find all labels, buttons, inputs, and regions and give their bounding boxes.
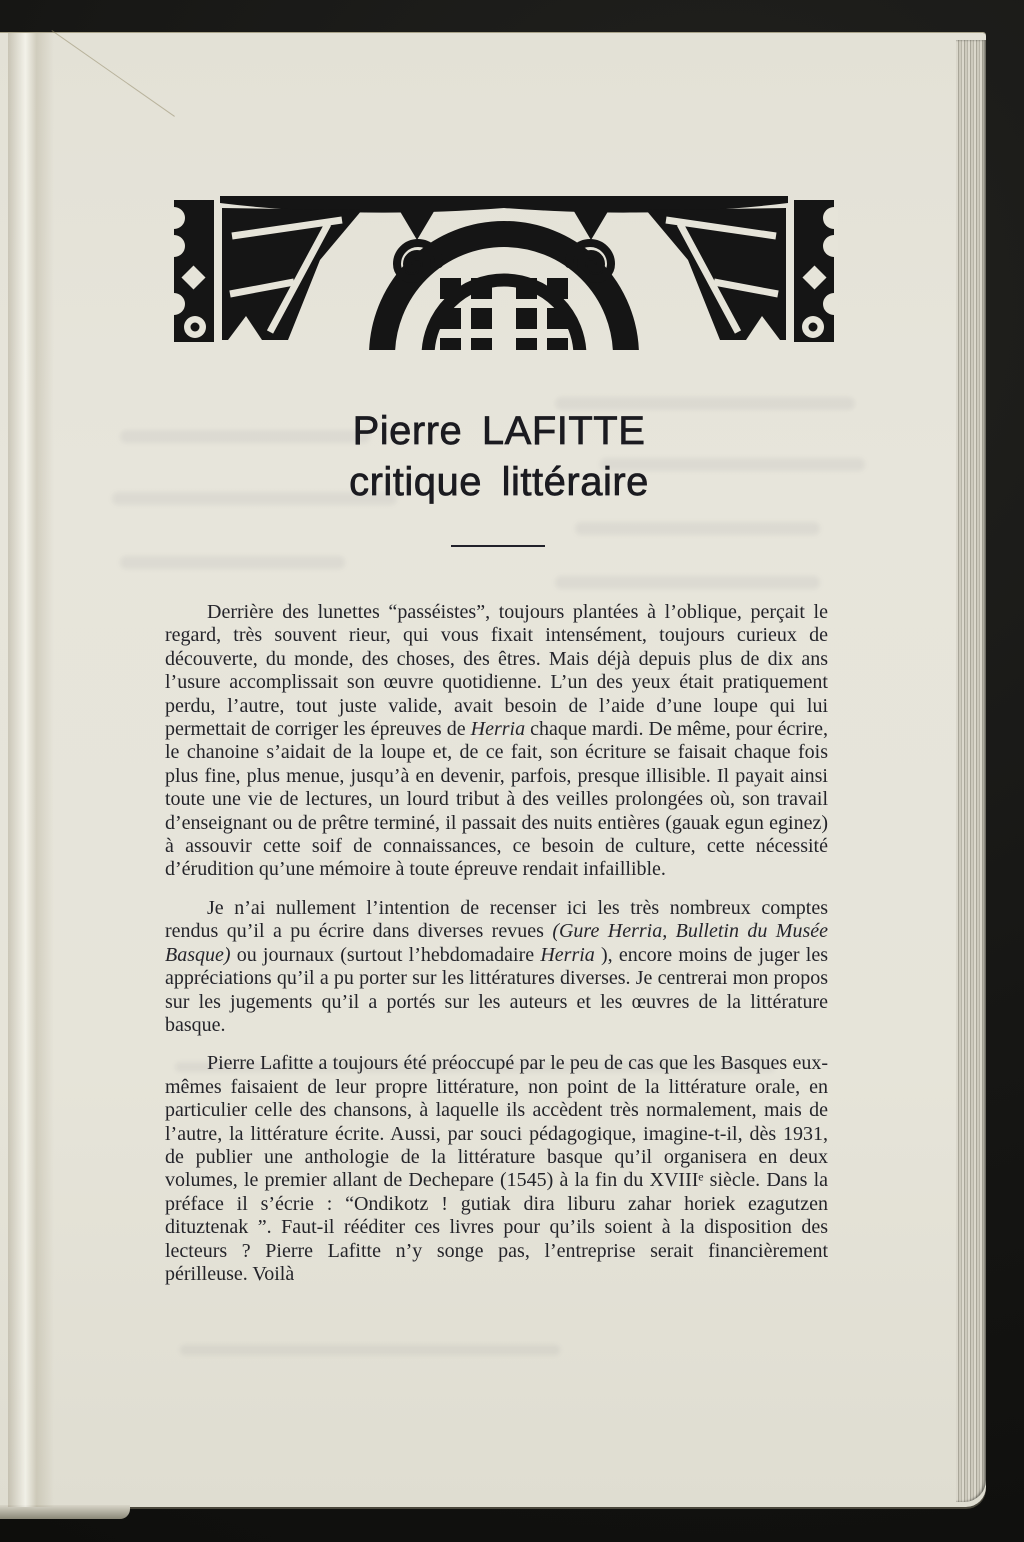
article-title [160,406,838,508]
title-divider-rule [451,545,545,547]
woodcut-ornament-band-icon [170,190,838,350]
article-body [165,601,828,1301]
article-title-line2: critique littéraire [349,460,649,504]
under-page-edge [0,1505,130,1519]
bleedthrough-ghost [575,522,820,535]
bleedthrough-ghost [180,1345,560,1355]
body-paragraph: Derrière des lunettes “passéistes”, toujours plantées à l’oblique, perçait le regard, très souvent rieur, qui vous fixait intensément, toujours curieux de découverte, du monde, des choses, des êtres. Mais déjà depuis plus de dix ans l’usure accomplissait son œuvre quotidienne. L’un des yeux était pratiquement perdu, l’autre, tout juste valide, avait besoin de l’aide d’une loupe qui lui permettait de corriger les épreuves de Herria chaque mardi. De même, pour écrire, le chanoine s’aidait de la loupe et, de ce fait, son écriture se faisait chaque fois plus fine, plus menue, jusqu’à en devenir, parfois, presque illisible. Il payait ainsi toute une vie de lectures, un lourd tribut à des veilles prolongées où, son travail d’enseignant ou de prêtre terminé, il passait des nuits entières (gauak egun eginez) à assouvir cette soif de connaissances, ce besoin de culture, cette nécessité d’érudition qu’une mémoire à toute épreuve rendait infaillible. [165,601,828,881]
body-paragraph: Je n’ai nullement l’intention de recenser ici les très nombreux comptes rendus qu’il a pu écrire dans diverses revues (Gure Herria, Bulletin du Musée Basque) ou journaux (surtout l’hebdomadaire Herria ), encore moins de juger les appréciations qu’il a pu porter sur les littératures diverses. Je centrerai mon propos sur les jugements qu’il a portés sur les auteurs et les œuvres de la littérature basque. [165,896,829,1036]
page-gutter-shadow [8,33,54,1507]
article-title-line1: Pierre LAFITTE [352,409,646,453]
bleedthrough-ghost [555,576,820,589]
bleedthrough-ghost [120,556,345,569]
page-stack-edges [956,40,986,1502]
body-paragraph: Pierre Lafitte a toujours été préoccupé par le peu de cas que les Basques eux-mêmes faisaient de leur propre littérature, non point de la littérature orale, en particulier celle des chansons, à laquelle ils accèdent très normalement, mais de l’autre, la littérature écrite. Aussi, par souci pédagogique, imagine-t-il, dès 1931, de publier une anthologie de la littérature basque qu’il organisera en deux volumes, le premier allant de Dechepare (1545) à la fin du XVIIIᵉ siècle. Dans la préface il s’écrie : “Ondikotz ! gutiak dira liburu zahar horiek ezagutzen dituztenak ”. Faut-il rééditer ces livres pour qu’ils soient à la disposition des lecteurs ? Pierre Lafitte n’y songe pas, l’entreprise serait financièrement périlleuse. Voilà [165,1052,828,1285]
